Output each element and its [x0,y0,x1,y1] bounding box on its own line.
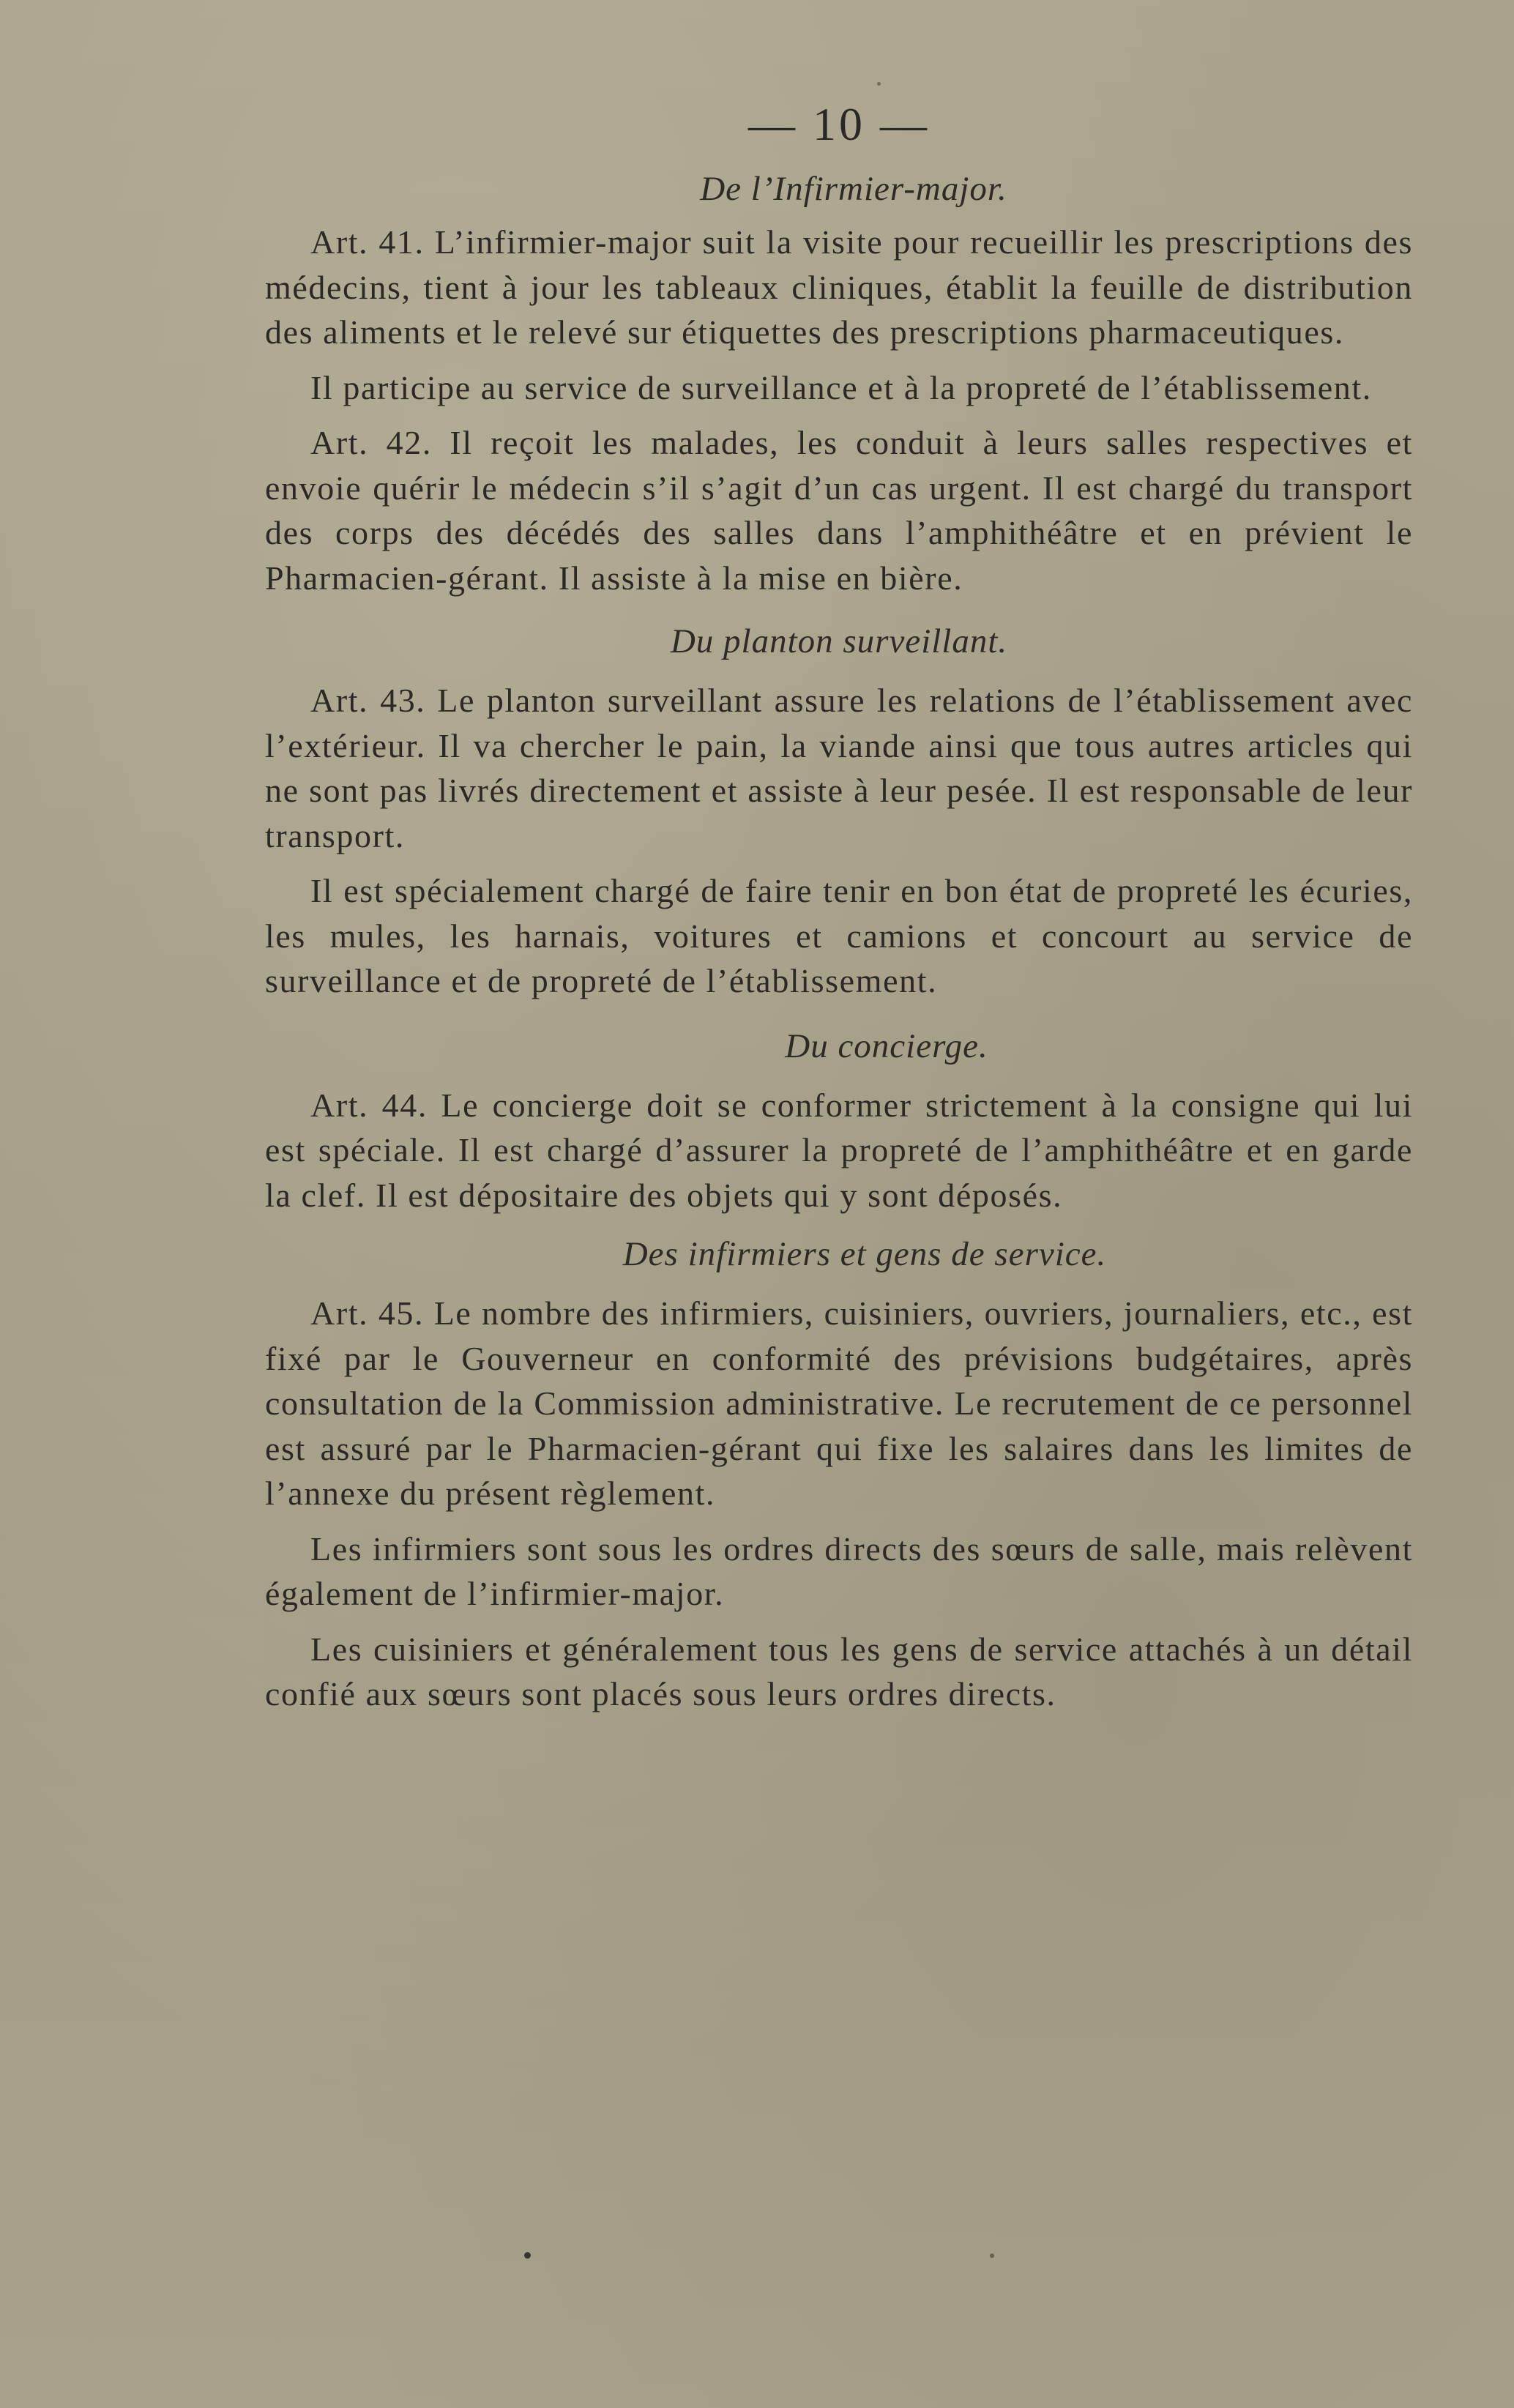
article-45-cuisiniers-paragraph: Les cuisiniers et généralement tous les gens de service attachés à un détail confié aux sœurs sont placés sous leurs ordres directs. [265,1630,1413,1712]
section-heading-infirmier-major: De l’Infirmier-major. [700,170,1007,208]
article-41-paragraph: Art. 41. L’infirmier-major suit la visite pour recueillir les prescriptions des médecins, tient à jour les tableaux cliniques, établit la feuille de distribution des aliments et le relevé sur étiquettes des prescriptions pharmaceutiques. [265,223,1413,351]
article-43-paragraph: Art. 43. Le planton surveillant assure les relations de l’établissement avec l’extérieur. Il va chercher le pain, la viande ainsi que tous autres articles qui ne sont pas livrés directement et assiste à leur pesée. Il est responsable de leur transport. [265,682,1413,854]
paper-speck [990,2254,994,2258]
document-page [265,95,1413,1717]
paper-speck [524,2252,531,2259]
article-41-continuation-paragraph: Il participe au service de surveillance et à la propreté de l’établissement. [310,368,1372,406]
article-42-paragraph: Art. 42. Il reçoit les malades, les conduit à leurs salles respectives et envoie quérir le médecin s’il s’agit d’un cas urgent. Il est chargé du transport des corps des décédés des salles dans l’amphithéâtre et en prévient le Pharmacien-gérant. Il assiste à la mise en bière. [265,424,1413,597]
article-44-paragraph: Art. 44. Le concierge doit se conformer strictement à la consigne qui lui est spéciale. Il est chargé d’assurer la propreté de l’amphithéâtre et en garde la clef. Il est dépositaire des objets qui y sont déposés. [265,1086,1413,1214]
section-heading-infirmiers-gens-de-service: Des infirmiers et gens de service. [622,1235,1107,1273]
section-heading-planton-surveillant: Du planton surveillant. [670,622,1008,660]
paper-speck [877,82,881,86]
article-43-continuation-paragraph: Il est spécialement chargé de faire tenir en bon état de propreté les écuries, les mules, les harnais, voitures et camions et concourt au service de surveillance et de propreté de l’établissement. [265,872,1413,999]
page-number: — 10 — [748,98,930,150]
section-heading-concierge: Du concierge. [785,1026,988,1065]
article-45-paragraph: Art. 45. Le nombre des infirmiers, cuisiniers, ouvriers, journaliers, etc., est fixé par le Gouverneur en conformité des prévisions budgétaires, après consultation de la Commission administrative. Le recrutement de ce personnel est assuré par le Pharmacien-gérant qui fixe les salaires dans les limites de l’annexe du présent règlement. [265,1294,1413,1512]
article-45-infirmiers-paragraph: Les infirmiers sont sous les ordres directs des sœurs de salle, mais relèvent également de l’infirmier-major. [265,1529,1413,1612]
